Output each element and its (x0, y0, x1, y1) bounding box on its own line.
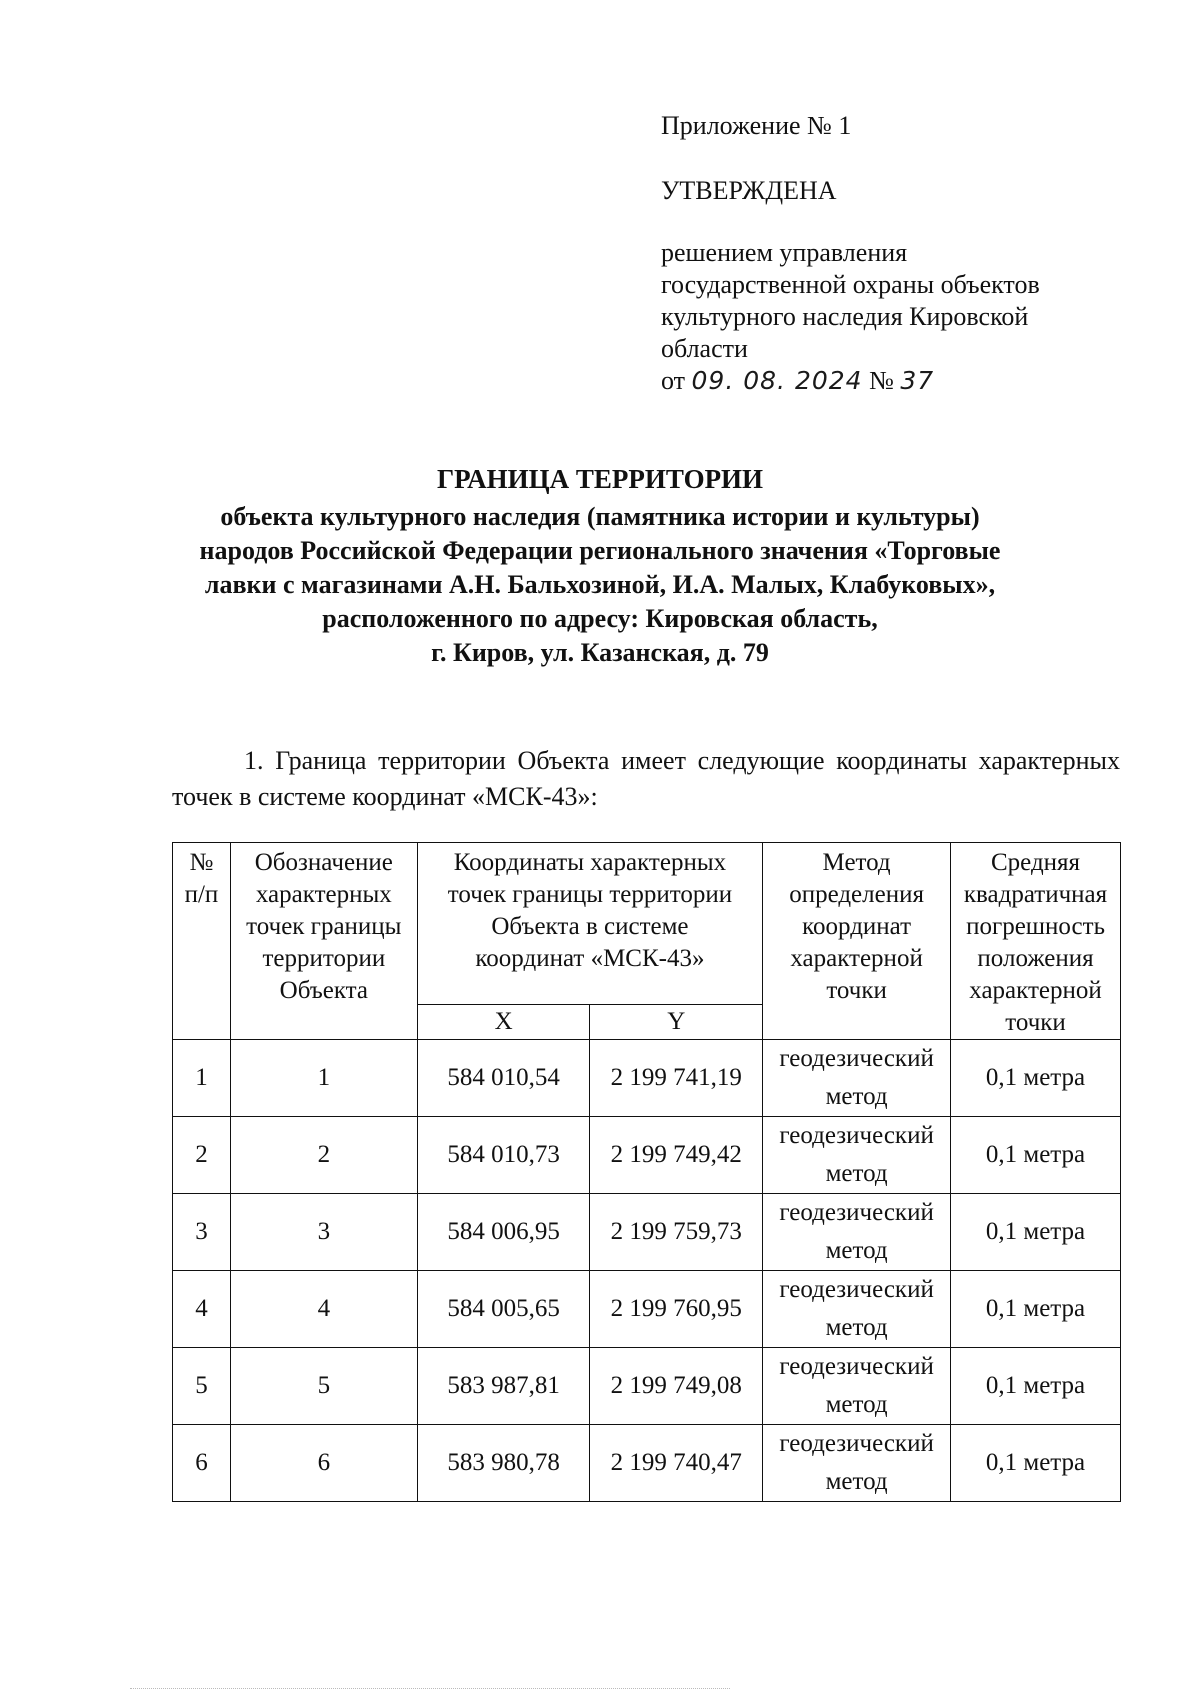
cell-method: геодезический метод (763, 1271, 951, 1348)
cell-num: 5 (173, 1348, 231, 1425)
cell-error: 0,1 метра (951, 1348, 1121, 1425)
title-line: г. Киров, ул. Казанская, д. 79 (431, 638, 769, 667)
decision-line: культурного наследия Кировской (661, 302, 1029, 331)
cell-error: 0,1 метра (951, 1040, 1121, 1117)
header-y: Y (590, 1004, 763, 1039)
table-row (173, 1425, 1121, 1502)
title-line: объекта культурного наследия (памятника истории и культуры) (220, 502, 980, 531)
cell-y: 2 199 759,73 (590, 1194, 763, 1271)
cell-point: 2 (230, 1117, 417, 1194)
table-row (173, 1348, 1121, 1425)
cell-method: геодезический метод (763, 1348, 951, 1425)
title-line: лавки с магазинами А.Н. Бальхозиной, И.А. Малых, Клабуковых», (204, 570, 996, 599)
title-line: народов Российской Федерации регионального значения «Торговые (199, 536, 1001, 565)
header-method: Метод определения координат характерной точки (763, 843, 951, 1040)
cell-point: 6 (230, 1425, 417, 1502)
cell-num: 1 (173, 1040, 231, 1117)
header-error: Средняя квадратичная погрешность положения характерной точки (951, 843, 1121, 1040)
cell-y: 2 199 749,42 (590, 1117, 763, 1194)
table-row (173, 1040, 1121, 1117)
decision-date-line (661, 365, 1040, 397)
cell-method: геодезический метод (763, 1117, 951, 1194)
cell-y: 2 199 749,08 (590, 1348, 763, 1425)
decision-line: государственной охраны объектов (661, 270, 1040, 299)
header-designation: Обозначение характерных точек границы территории Объекта (230, 843, 417, 1040)
cell-x: 584 010,73 (417, 1117, 590, 1194)
cell-method: геодезический метод (763, 1425, 951, 1502)
cell-num: 3 (173, 1194, 231, 1271)
scan-artifact-line (130, 1688, 730, 1691)
cell-error: 0,1 метра (951, 1271, 1121, 1348)
intro-paragraph (172, 743, 1120, 815)
table-row (173, 1117, 1121, 1194)
table-row (173, 1194, 1121, 1271)
handwritten-date: 09. 08. 2024 (691, 366, 863, 395)
cell-num: 4 (173, 1271, 231, 1348)
cell-num: 6 (173, 1425, 231, 1502)
cell-error: 0,1 метра (951, 1425, 1121, 1502)
cell-x: 584 006,95 (417, 1194, 590, 1271)
cell-x: 584 005,65 (417, 1271, 590, 1348)
cell-point: 5 (230, 1348, 417, 1425)
decision-line: области (661, 334, 748, 363)
intro-text: 1. Граница территории Объекта имеет следующие координаты характерных точек в системе координат «МСК-43»: (172, 746, 1120, 811)
cell-point: 4 (230, 1271, 417, 1348)
document-title: ГРАНИЦА ТЕРРИТОРИИ (436, 464, 764, 494)
table-header-row (173, 843, 1121, 1005)
cell-method: геодезический метод (763, 1194, 951, 1271)
cell-point: 1 (230, 1040, 417, 1117)
decision-line: решением управления (661, 238, 908, 267)
approval-block (661, 110, 1040, 397)
document-title-block (0, 462, 1200, 670)
handwritten-number: 37 (900, 366, 935, 395)
table-row (173, 1271, 1121, 1348)
header-coordinates: Координаты характерных точек границы территории Объекта в системе координат «МСК-43» (417, 843, 762, 1005)
header-num: № п/п (173, 843, 231, 1040)
cell-y: 2 199 760,95 (590, 1271, 763, 1348)
coordinates-table (172, 842, 1121, 1502)
cell-method: геодезический метод (763, 1040, 951, 1117)
cell-x: 584 010,54 (417, 1040, 590, 1117)
cell-y: 2 199 741,19 (590, 1040, 763, 1117)
approved-label: УТВЕРЖДЕНА (661, 176, 837, 205)
number-sign: № (869, 366, 894, 395)
cell-x: 583 987,81 (417, 1348, 590, 1425)
title-line: расположенного по адресу: Кировская область, (322, 604, 878, 633)
appendix-label: Приложение № 1 (661, 111, 852, 140)
cell-error: 0,1 метра (951, 1117, 1121, 1194)
date-prefix: от (661, 366, 686, 395)
cell-y: 2 199 740,47 (590, 1425, 763, 1502)
cell-x: 583 980,78 (417, 1425, 590, 1502)
header-x: X (417, 1004, 590, 1039)
cell-point: 3 (230, 1194, 417, 1271)
cell-error: 0,1 метра (951, 1194, 1121, 1271)
cell-num: 2 (173, 1117, 231, 1194)
